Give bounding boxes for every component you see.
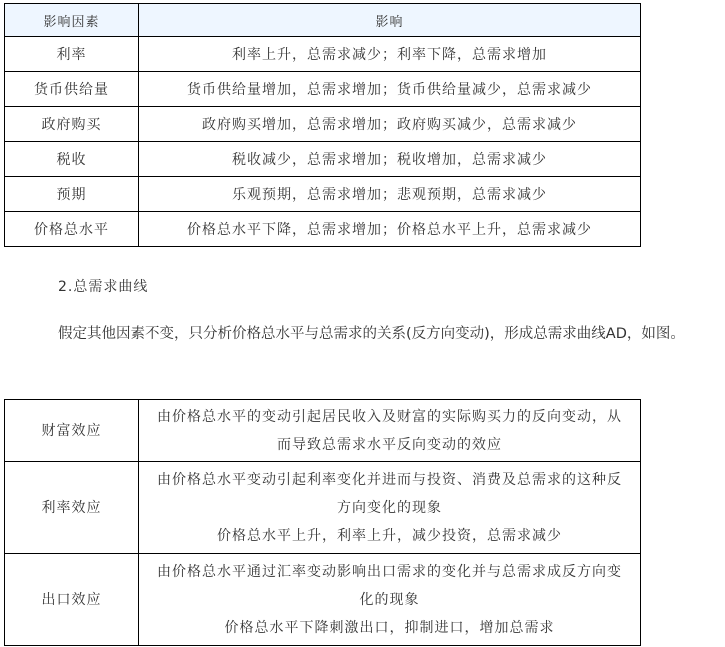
description-line: 方向变化的现象 <box>337 499 442 516</box>
description-line: 价格总水平下降刺激出口，抑制进口，增加总需求 <box>224 619 555 636</box>
effect-name-cell: 财富效应 <box>5 400 139 462</box>
factor-cell: 价格总水平 <box>5 212 139 247</box>
effects-table <box>4 399 641 646</box>
section-paragraph: 假定其他因素不变，只分析价格总水平与总需求的关系(反方向变动)，形成总需求曲线AD，如图。 <box>58 326 685 342</box>
factor-cell: 货币供给量 <box>5 72 139 107</box>
impact-cell: 货币供给量增加，总需求增加；货币供给量减少，总需求减少 <box>139 72 641 107</box>
header-factor: 影响因素 <box>5 4 139 37</box>
impact-cell: 价格总水平下降，总需求增加；价格总水平上升，总需求减少 <box>139 212 641 247</box>
description-line: 由价格总水平的变动引起居民收入及财富的实际购买力的反向变动，从 <box>157 408 622 425</box>
effect-description-cell <box>139 462 641 554</box>
description-line: 而导致总需求水平反向变动的效应 <box>277 436 502 453</box>
effect-name-cell: 出口效应 <box>5 554 139 646</box>
factors-table <box>4 3 641 247</box>
description-line: 化的现象 <box>359 591 420 608</box>
factor-cell: 预期 <box>5 177 139 212</box>
table-row <box>5 177 641 212</box>
table-header-row <box>5 4 641 37</box>
table-row <box>5 142 641 177</box>
effect-description-cell <box>139 554 641 646</box>
table-row <box>5 554 641 646</box>
table-row <box>5 400 641 462</box>
header-impact: 影响 <box>139 4 641 37</box>
description-line: 由价格总水平变动引起利率变化并进而与投资、消费及总需求的这种反 <box>157 471 622 488</box>
factor-cell: 政府购买 <box>5 107 139 142</box>
impact-cell: 乐观预期，总需求增加；悲观预期，总需求减少 <box>139 177 641 212</box>
description-line: 价格总水平上升，利率上升，减少投资，总需求减少 <box>217 527 562 544</box>
impact-cell: 政府购买增加，总需求增加；政府购买减少，总需求减少 <box>139 107 641 142</box>
factor-cell: 利率 <box>5 37 139 72</box>
description-line: 由价格总水平通过汇率变动影响出口需求的变化并与总需求成反方向变 <box>157 563 622 580</box>
impact-cell: 税收减少，总需求增加；税收增加，总需求减少 <box>139 142 641 177</box>
table-row <box>5 107 641 142</box>
factor-cell: 税收 <box>5 142 139 177</box>
table-row <box>5 212 641 247</box>
impact-cell: 利率上升，总需求减少；利率下降，总需求增加 <box>139 37 641 72</box>
effect-description-cell <box>139 400 641 462</box>
table-row <box>5 72 641 107</box>
table-row <box>5 37 641 72</box>
section-heading: 2.总需求曲线 <box>58 279 149 295</box>
table-row <box>5 462 641 554</box>
effect-name-cell: 利率效应 <box>5 462 139 554</box>
